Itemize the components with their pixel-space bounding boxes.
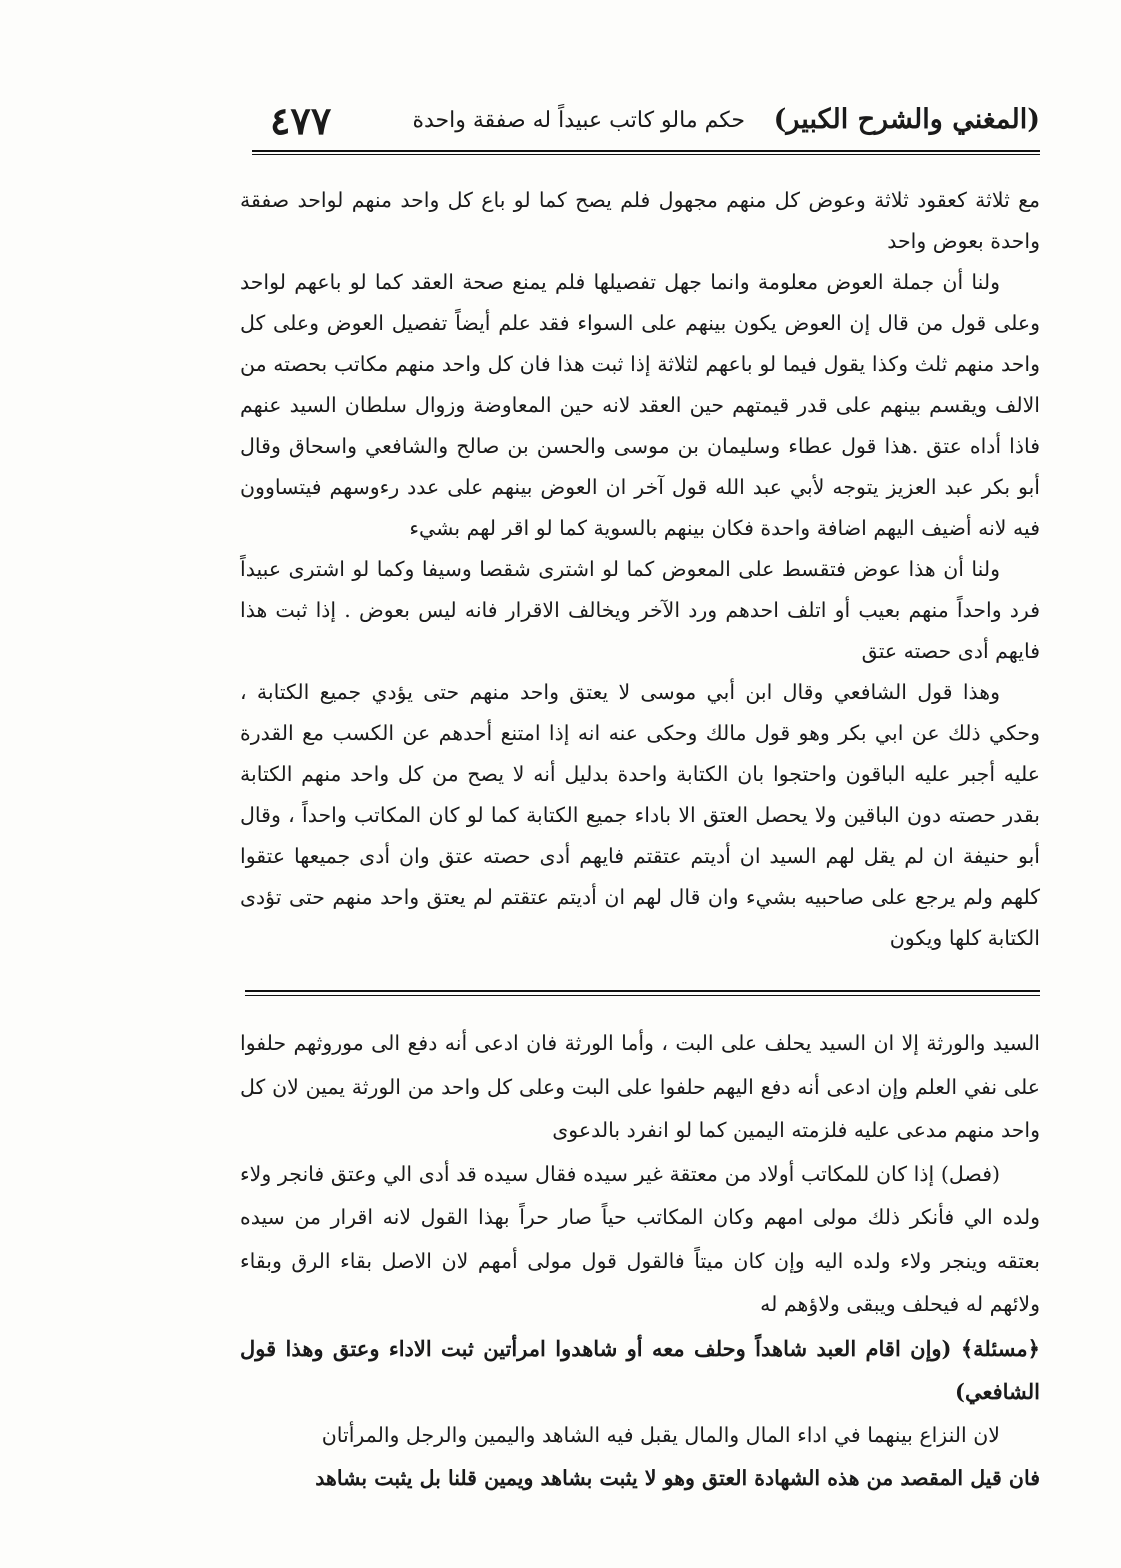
paragraph: ولنا أن هذا عوض فتقسط على المعوض كما لو اشترى شقصا وسيفا وكما لو اشترى عبيداً فرد واحداً منهم بعيب أو اتلف احدهم ورد الآخر ويخالف الاقرار فانه ليس بعوض . إذا ثبت هذا فايهم أدى حصته عتق — [240, 557, 1040, 663]
paragraph: مع ثلاثة كعقود ثلاثة وعوض كل منهم مجهول فلم يصح كما لو باع كل واحد منهم لواحد صفقة واحدة بعوض واحد — [240, 188, 1040, 253]
section-separator-thin — [245, 995, 1040, 996]
lower-text — [240, 1022, 1040, 1501]
paragraph: (فصل) إذا كان للمكاتب أولاد من معتقة غير سيده فقال سيده قد أدى الي وعتق فانجر ولاء ولده الي فأنكر ذلك مولى امهم وكان المكاتب حياً صار حراً بهذا القول لانه اقرار من سيده بعتقه وينجر ولاء ولده اليه وإن كان ميتاً فالقول قول مولى أمهم لان الاصل بقاء الرق وبقاء ولائهم له فيحلف ويبقى ولاؤهم له — [240, 1161, 1040, 1316]
section-title: حكم مالو كاتب عبيداً له صفقة واحدة — [412, 108, 745, 133]
paragraph: فان قيل المقصد من هذه الشهادة العتق وهو لا يثبت بشاهد ويمين قلنا بل يثبت بشاهد — [315, 1466, 1040, 1490]
paragraph: السيد والورثة إلا ان السيد يحلف على البت ، وأما الورثة فان ادعى أنه دفع الى موروثهم حلفوا على نفي العلم وإن ادعى أنه دفع اليهم حلفوا على البت وعلى كل واحد من الورثة يمين لان كل واحد منهم مدعى عليه فلزمته اليمين كما لو انفرد بالدعوى — [240, 1031, 1040, 1142]
page-number: ٤٧٧ — [270, 98, 332, 143]
paragraph: وهذا قول الشافعي وقال ابن أبي موسى لا يعتق واحد منهم حتى يؤدي جميع الكتابة ، وحكي ذلك عن ابي بكر وهو قول مالك وحكى عنه انه إذا امتنع أحدهم عن الكسب مع القدرة عليه أجبر عليه الباقون واحتجوا بان الكتابة واحدة بدليل أنه لا يصح من كل واحد منهم الكتابة بقدر حصته دون الباقين ولا يحصل العتق الا باداء جميع الكتابة كما لو كان المكاتب واحداً ، وقال أبو حنيفة ان لم يقل لهم السيد ان أديتم عتقتم فايهم أدى حصته عتق وان أدى جميعها عتقوا كلهم ولم يرجع على صاحبيه بشيء وان قال لهم ان أديتم عتقتم لم يعتق واحد منهم حتى تؤدى الكتابة كلها ويكون — [240, 680, 1040, 950]
paragraph: لان النزاع بينهما في اداء المال والمال يقبل فيه الشاهد واليمين والرجل والمرأتان — [321, 1422, 1000, 1447]
header-rule — [252, 150, 1040, 152]
main-text — [240, 180, 1040, 959]
header-rule-thin — [252, 154, 1040, 155]
masala-heading: ﴿مسئلة﴾ (وإن اقام العبد شاهداً وحلف معه أو شاهدوا امرأتين ثبت الاداء وعتق وهذا قول الشافعي) — [240, 1335, 1040, 1404]
book-title: (المغني والشرح الكبير) — [773, 104, 1040, 135]
page-header — [250, 98, 1040, 154]
paragraph: ولنا أن جملة العوض معلومة وانما جهل تفصيلها فلم يمنع صحة العقد كما لو باعهم لواحد وعلى قول من قال إن العوض يكون بينهم على السواء فقد علم أيضاً تفصيل العوض وعلى كل واحد منهم ثلث وكذا يقول فيما لو باعهم لثلاثة إذا ثبت هذا فان كل واحد منهم مكاتب بحصته من الالف ويقسم بينهم على قدر قيمتهم حين العقد لانه حين المعاوضة وزوال سلطان السيد عنهم فاذا أداه عتق .هذا قول عطاء وسليمان بن موسى والحسن بن صالح والشافعي واسحاق وقال أبو بكر عبد العزيز يتوجه لأبي عبد الله قول آخر ان العوض بينهم على عدد رءوسهم فيتساوون فيه لانه أضيف اليهم اضافة واحدة فكان بينهم بالسوية كما لو اقر لهم بشيء — [240, 270, 1040, 540]
section-separator — [245, 990, 1040, 992]
